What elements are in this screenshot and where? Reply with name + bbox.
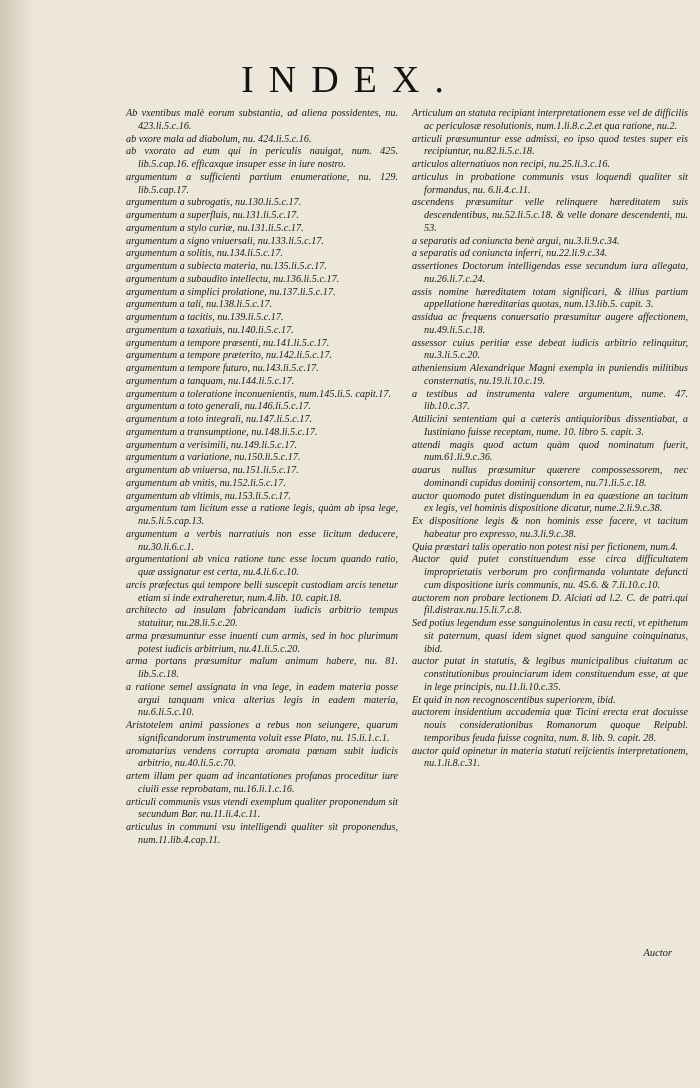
index-column-left [126,108,398,848]
index-entry: auarus nullus præsumitur quærere compossessorem, nec dominandi cupidus dominij consortem, nu.71.li.5.c.18. [412,465,688,489]
index-entry: assertiones Doctorum intelligendas esse secundum iura allegata, nu.26.li.7.c.24. [412,261,688,285]
index-entry: Attilicini sententiam qui a cæteris antiquioribus dissentiabat, a Iustiniano fuisse receptam, nume. 10. libro 5. capit. 3. [412,414,688,438]
index-entry: argumentum a verbis narratiuis non esse licitum deducere, nu.30.li.6.c.1. [126,528,398,553]
index-entry: argumentum a tanquam, nu.144.li.5.c.17. [126,375,295,387]
index-entry: arma præsumuntur esse inuenti cum armis, sed in hoc plurimum potest iudicis arbitrium, nu.41.li.5.c.20. [126,630,398,655]
index-entry: auctor putat in statutis, & legibus municipalibus ciuitatum ac constitutionibus prouinciarum idem constituendum esse, at que in lege principis, nu.11.li.10.c.35. [412,656,688,693]
index-entry: argumentum a tempore futuro, nu.143.li.5.c.17. [126,363,319,374]
index-entry: aromatarius vendens corrupta aromata pœnam subit iudicis arbitrio, nu.40.li.5.c.70. [126,745,398,770]
catchword: Auctor [643,948,672,959]
page-title: INDEX. [241,59,459,101]
index-entry: Articulum an statuta recipiant interpretationem esse vel de difficilis ac periculosæ resolutionis, num.1.li.8.c.2.et qua ratione, nu.2. [412,108,688,132]
index-entry: argumentum a verisimili, nu.149.li.5.c.17. [126,439,298,451]
index-entry: argumentum tam licitum esse a ratione legis, quàm ab ipsa lege, nu.5.li.5.cap.13. [126,503,398,527]
index-entry: articuli communis vsus vtendi exemplum qualiter proponendum sit secundum Bar. nu.11.li.4.c.11. [126,796,398,821]
index-entry: attendi magis quod actum quàm quod nominatum fuerit, num.61.li.9.c.36. [412,439,688,464]
index-entry: ab vxorato ad eum qui in periculis nauigat, num. 425. lib.5.cap.16. efficaxque insuper esse in iure nostro. [126,146,398,170]
index-entry: auctorem non probare lectionem D. Alciati ad l.2. C. de patri.qui fil.distrax.nu.15.li.7.c.8. [412,592,688,617]
index-entry: argumentum a subiecta materia, nu.135.li.5.c.17. [126,261,327,272]
index-entry: arma portans præsumitur malum animum habere, nu. 81. lib.5.c.18. [126,656,398,680]
index-entry: architecto ad insulam fabricandam iudicis arbitrio tempus statuitur, nu.28.li.5.c.20. [126,605,398,629]
index-entry: auctor quomodo putet distinguendum in ea quæstione an tacitum ex legis, vel hominis dispositione dicatur, nume.2.li.9.c.38. [412,490,688,515]
index-entry: Ex dispositione legis & non hominis esse facere, vt tacitum habeatur pro expresso, nu.3.li.9.c.38. [412,516,688,540]
index-entry: auctorem insidentium accademia quæ Ticini erecta erat docuisse nouis considerationibus Romanorum quoque Reipubl. temporibus feuda fuisse cognita, num. 8. lib. 9. capit. 28. [412,707,688,744]
index-entry: a separatis ad coniuncta inferri, nu.22.li.9.c.34. [412,248,608,260]
index-column-right [412,108,688,771]
index-entry: argumentum a subaudito intellectu, nu.136.li.5.c.17. [126,273,340,285]
index-entry: argumentum a tempore præterito, nu.142.li.5.c.17. [126,350,333,362]
index-entry: atheniensium Alexandrique Magni exempla in puniendis militibus consternatis, nu.19.li.10.c.19. [412,363,688,387]
index-entry: argumentum a stylo curiæ, nu.131.li.5.c.17. [126,222,304,234]
index-entry: argumentum a variatione, nu.150.li.5.c.17. [126,452,301,464]
index-entry: argumentum a toto integrali, nu.147.li.5.c.17. [126,414,313,425]
index-entry: argumentum a signo vniuersali, nu.133.li.5.c.17. [126,235,324,247]
index-entry: argumentum a simplici prolatione, nu.137.li.5.c.17. [126,286,336,298]
index-entry: argumentum a transumptione, nu.148.li.5.c.17. [126,426,318,438]
index-entry: argumentum a sufficienti partium enumeratione, nu. 129. lib.5.cap.17. [126,171,398,196]
index-entry: argumentum a solitis, nu.134.li.5.c.17. [126,248,283,260]
index-entry: argumentum ab vltimis, nu.153.li.5.c.17. [126,490,291,502]
index-entry: auctor quid opinetur in materia statuti reijcientis interpretationem, nu.1.li.8.c.31. [412,745,688,770]
index-entry: assidua ac frequens conuersatio præsumitur augere affectionem, nu.49.li.5.c.18. [412,312,688,336]
index-entry: ascendens præsumitur velle relinquere hæreditatem suis descendentibus, nu.52.li.5.c.18. & velle donare descendenti, nu. 53. [412,197,688,234]
index-entry: argumentationi ab vnica ratione tunc esse locum quando ratio, quæ assignatur est certa, nu.4.li.6.c.10. [126,554,398,578]
index-entry: articulos alternatiuos non recipi, nu.25.li.3.c.16. [412,159,610,170]
index-entry: articulus in communi vsu intelligendi qualiter sit proponendus, num.11.lib.4.cap.11. [126,822,398,846]
index-entry: Ab vxentibus malè eorum substantia, ad aliena possidentes, nu. 423.li.5.c.16. [126,108,398,132]
index-entry: argumentum a tempore præsenti, nu.141.li.5.c.17. [126,337,330,349]
index-entry: assessor cuius peritiæ esse debeat iudicis arbitrio relinquitur, nu.3.li.5.c.20. [412,337,688,362]
index-entry: a separatis ad coniuncta benè argui, nu.3.li.9.c.34. [412,235,620,247]
index-entry: a testibus ad instrumenta valere argumentum, nume. 47. lib.10.c.37. [412,388,688,413]
index-entry: argumentum a tali, nu.138.li.5.c.17. [126,299,273,311]
index-entry: Auctor quid putet constituendum esse circa difficultatem improprietatis verborum pro confirmanda voluntate defuncti cum dispositione iuris communis, nu. 45.6. & 7.li.10.c.10. [412,554,688,591]
index-entry: argumentum ab vniuersa, nu.151.li.5.c.17. [126,465,299,476]
index-entry: a ratione semel assignata in vna lege, in eadem materia posse argui tanquam vnica alterius legis in eadem materia, nu.6.li.5.c.10. [126,681,398,719]
index-entry: argumentum ab vnitis, nu.152.li.5.c.17. [126,477,286,489]
index-entry: artem illam per quam ad incantationes profanas proceditur iure ciuili esse reprobatam, nu.16.li.1.c.16. [126,771,398,795]
index-entry: argumentum a toleratione inconuenientis, num.145.li.5. capit.17. [126,388,392,400]
index-entry: assis nomine hæreditatem totam significari, & illius partium appellatione hæreditarias quotas, num.13.lib.5. capit. 3. [412,286,688,311]
index-entry: Et quid in non recognoscentibus superiorem, ibid. [412,694,616,706]
index-entry: ab vxore mala ad diabolum, nu. 424.li.5.c.16. [126,133,312,145]
index-entry: argumentum a taxatiuis, nu.140.li.5.c.17. [126,324,294,336]
index-entry: Sed potius legendum esse sanguinolentus in casu recti, vt epithetum sit paternum, quasi idem signet quod sanguine coinquinatus, ibid. [412,618,688,655]
index-entry: Aristotelem animi passiones a rebus non seiungere, quarum significandorum instrumenta voluit esse Plato, nu. 15.li.1.c.1. [126,720,398,744]
index-entry: argumentum a tacitis, nu.139.li.5.c.17. [126,312,284,323]
index-entry: articuli præsumuntur esse admissi, eo ipso quod testes super eis recipiuntur, nu.82.li.5.c.18. [412,133,688,158]
page-gutter-shadow [0,0,34,1088]
index-entry: articulus in probatione communis vsus loquendi qualiter sit formandus, nu. 6.li.4.c.11. [412,171,688,196]
index-entry: argumentum a subrogatis, nu.130.li.5.c.17. [126,197,302,209]
index-entry: arcis præfectus qui tempore belli suscepit custodiam arcis tenetur etiam si inde extraheretur, num.4.lib. 10. capit.18. [126,579,398,604]
index-entry: argumentum a superfluis, nu.131.li.5.c.17. [126,210,299,221]
index-entry: argumentum a toto generali, nu.146.li.5.c.17. [126,401,311,413]
index-entry: Quia præstari talis operatio non potest nisi per fictionem, num.4. [412,541,679,553]
